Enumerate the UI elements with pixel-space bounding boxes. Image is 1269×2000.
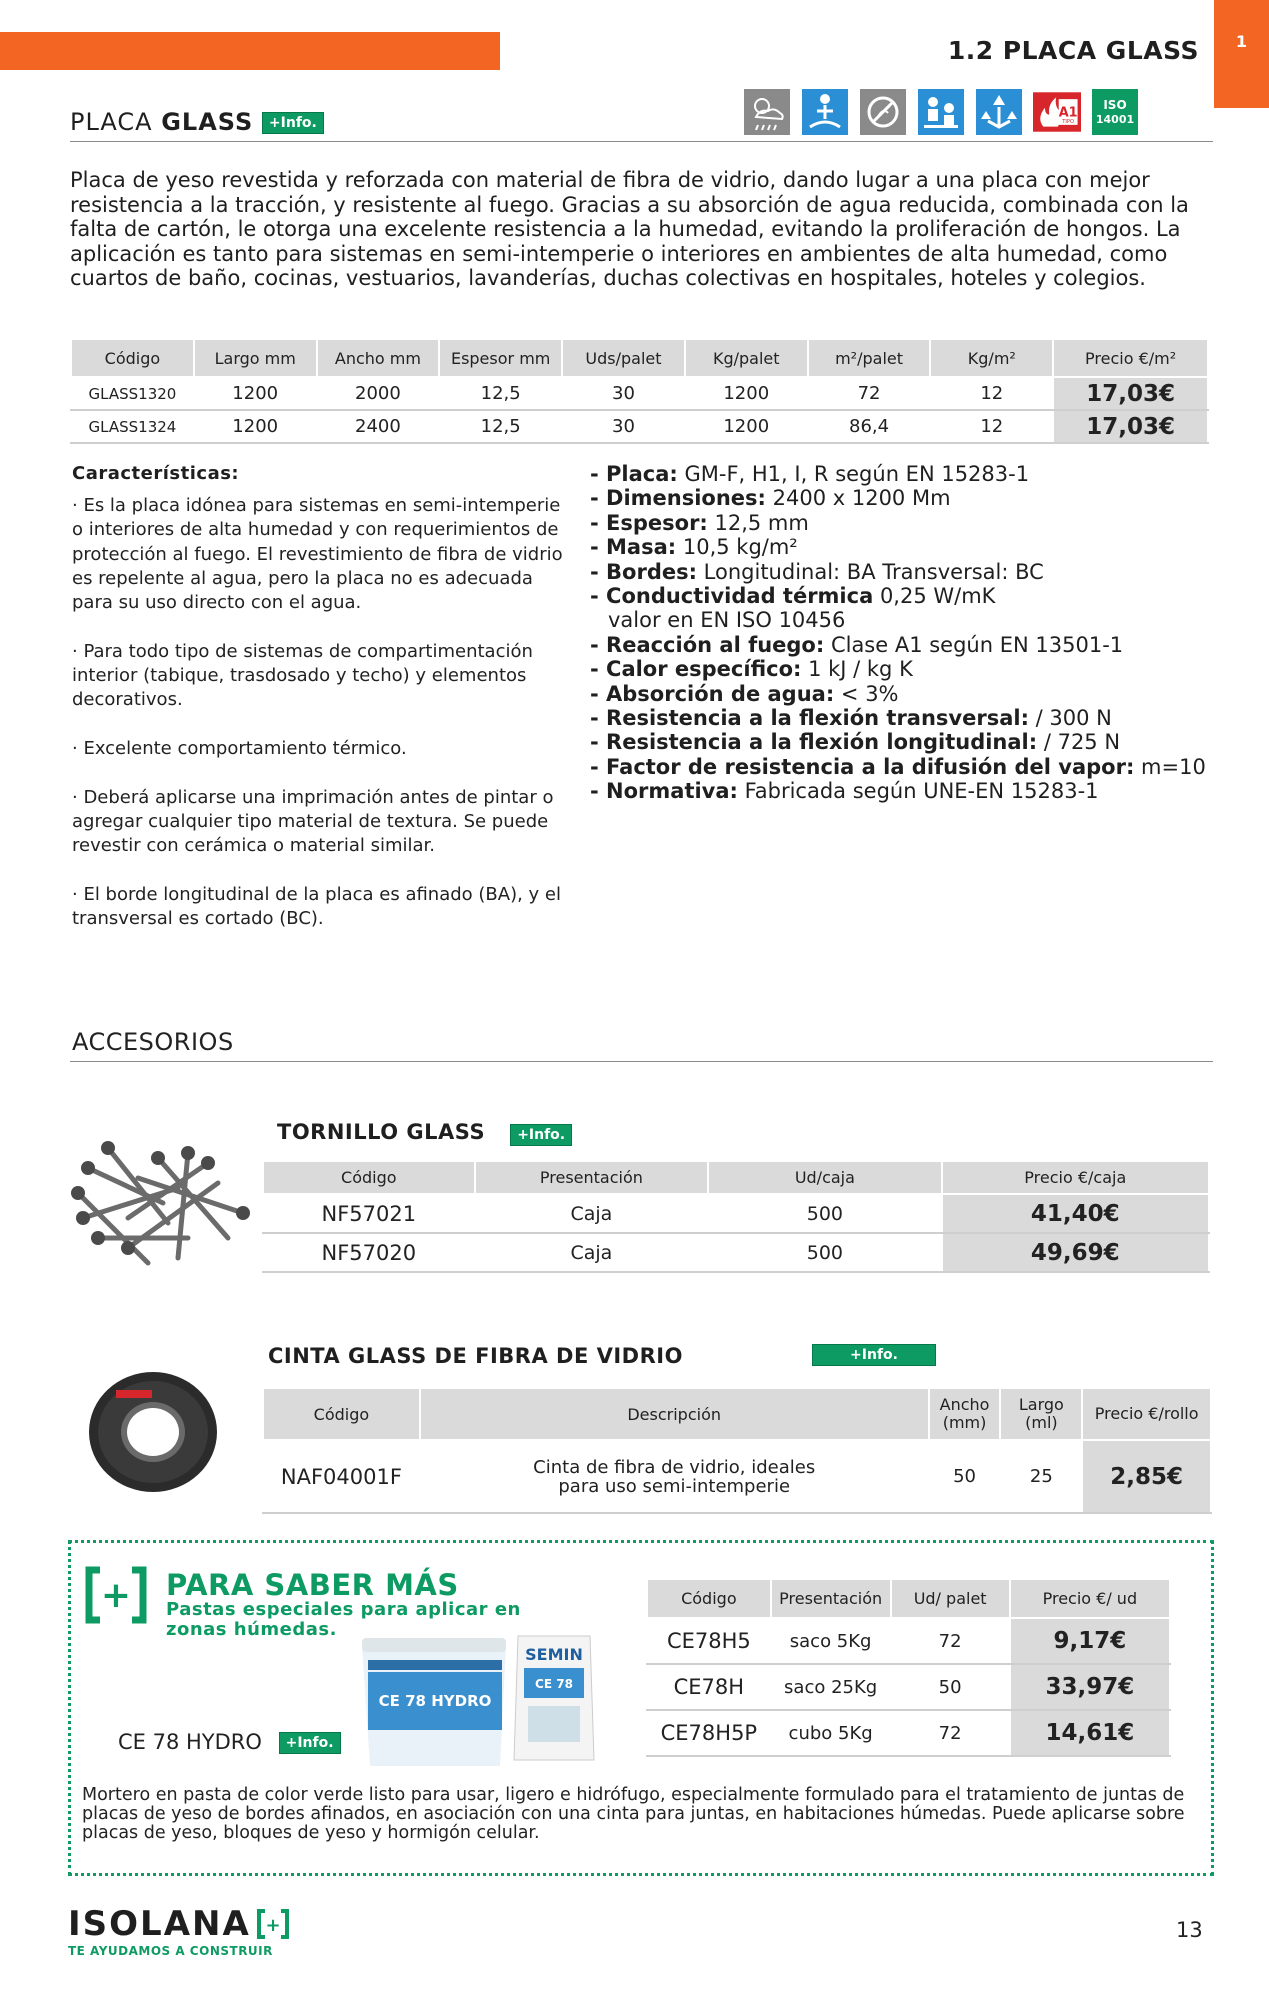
- bag-label: CE 78: [535, 1677, 573, 1691]
- price-cell: 17,03€: [1053, 410, 1208, 443]
- table-cell: 50: [929, 1440, 1001, 1513]
- tipo-label: TIPO: [1062, 119, 1075, 126]
- table-cell: Caja: [475, 1194, 709, 1233]
- tape-roll-image: [86, 1370, 221, 1499]
- table-cell: 1200: [194, 377, 317, 410]
- col-header: Largo (ml): [1000, 1388, 1082, 1440]
- accessories-divider: [70, 1061, 1213, 1062]
- tornillo-heading: [277, 1120, 572, 1146]
- table-cell: 72: [808, 377, 931, 410]
- characteristics-title: Características:: [72, 463, 240, 484]
- logo-plus-glyph: +: [265, 1915, 281, 1936]
- price-cell: 41,40€: [942, 1194, 1209, 1233]
- spec-label: - Factor de resistencia a la difusión del vapor:: [590, 754, 1135, 779]
- spec-value: 1 kJ / kg K: [801, 657, 913, 682]
- col-header: Código: [647, 1579, 771, 1618]
- table-cell: 50: [891, 1664, 1010, 1710]
- table-row: [263, 1194, 1209, 1233]
- col-header: Ancho (mm): [929, 1388, 1001, 1440]
- spec-item: [590, 730, 1230, 754]
- table-cell: 30: [562, 410, 685, 443]
- col-header: Código: [263, 1388, 420, 1440]
- spec-value: / 300 N: [1028, 706, 1112, 731]
- spec-label: - Dimensiones:: [590, 486, 766, 511]
- table-cell: 86,4: [808, 410, 931, 443]
- table-cell: 12,5: [439, 410, 562, 443]
- table-cell: saco 25Kg: [771, 1664, 891, 1710]
- table-cell: GLASS1324: [71, 410, 194, 443]
- spec-list: [590, 462, 1230, 804]
- cinta-info-link[interactable]: +Info.: [812, 1344, 936, 1366]
- spec-label: - Resistencia a la flexión transversal:: [590, 706, 1029, 731]
- people-icon: [917, 88, 965, 136]
- spec-item: [590, 511, 1230, 535]
- product-info-link[interactable]: +Info.: [262, 112, 324, 134]
- accessories-heading: ACCESORIOS: [72, 1028, 234, 1056]
- screws-image: [68, 1128, 253, 1277]
- list-item: · El borde longitudinal de la placa es afinado (BA), y el transversal es cortado (BC).: [72, 883, 562, 930]
- ce78-table: [646, 1578, 1171, 1757]
- logo-text: ISOLANA: [68, 1904, 251, 1944]
- spec-value: Longitudinal: BA Transversal: BC: [697, 559, 1044, 584]
- isolana-logo[interactable]: [68, 1904, 289, 1958]
- spec-item: [590, 706, 1230, 730]
- table-cell: 12,5: [439, 377, 562, 410]
- spec-label: - Bordes:: [590, 559, 697, 584]
- spec-label: - Resistencia a la flexión longitudinal:: [590, 730, 1038, 755]
- table-row: [647, 1618, 1170, 1664]
- spec-value: GM-F, H1, I, R según EN 15283-1: [677, 462, 1030, 486]
- spec-label: - Espesor:: [590, 510, 708, 535]
- table-cell: NF57021: [263, 1194, 475, 1233]
- plus-bracket-icon: [84, 1566, 148, 1628]
- chapter-number: 1: [1235, 32, 1248, 51]
- table-row: [71, 410, 1208, 443]
- spec-item: [590, 462, 1230, 486]
- no-mold-icon: [859, 88, 907, 136]
- spec-value: 12,5 mm: [707, 510, 809, 535]
- table-cell: cubo 5Kg: [771, 1710, 891, 1756]
- ce78-info-link[interactable]: +Info.: [279, 1732, 341, 1754]
- spec-label: - Masa:: [590, 535, 677, 560]
- ce78-products-image: [358, 1630, 598, 1774]
- table-cell: 12: [930, 410, 1053, 443]
- spec-item: [590, 755, 1230, 779]
- table-row: [647, 1664, 1170, 1710]
- weather-icon: [743, 88, 791, 136]
- table-row: [71, 377, 1208, 410]
- product-table: [70, 338, 1209, 444]
- col-header: Código: [71, 339, 194, 377]
- list-item: · Para todo tipo de sistemas de compartimentación interior (tabique, trasdosado y techo) y elementos decorativos.: [72, 640, 533, 711]
- spec-label: - Absorción de agua:: [590, 681, 835, 706]
- table-cell: CE78H5: [647, 1618, 771, 1664]
- price-cell: 2,85€: [1082, 1440, 1211, 1513]
- list-item: · Es la placa idónea para sistemas en semi-intemperie o interiores de alta humedad y con requerimientos de protección al fuego. El revestimiento de fibra de vidrio es repelente al agua, pero la placa no es adecuada para su uso directo con el agua.: [72, 495, 563, 614]
- col-header: Ud/caja: [708, 1161, 941, 1194]
- price-cell: 9,17€: [1010, 1618, 1170, 1664]
- spec-label: - Normativa:: [590, 779, 738, 804]
- col-header: Precio €/rollo: [1082, 1388, 1211, 1440]
- para-saber-mas-title: PARA SABER MÁS: [166, 1568, 459, 1602]
- chapter-tab[interactable]: [1214, 0, 1269, 108]
- col-header: Uds/palet: [562, 339, 685, 377]
- table-cell: 1200: [685, 377, 808, 410]
- product-heading-bold: GLASS: [161, 108, 254, 136]
- table-cell: 72: [891, 1710, 1010, 1756]
- table-cell: 1200: [194, 410, 317, 443]
- spec-value: < 3%: [834, 681, 899, 706]
- iso-14001-icon: [1091, 88, 1139, 136]
- col-header: m²/palet: [808, 339, 931, 377]
- spec-value: 2400 x 1200 Mm: [765, 486, 951, 511]
- para-saber-mas-subtitle: Pastas especiales para aplicar en zonas húmedas.: [166, 1599, 521, 1640]
- feature-icons: [743, 88, 1139, 136]
- spec-value: 10,5 kg/m²: [676, 535, 798, 560]
- spec-value: valor en EN ISO 10456: [608, 608, 846, 633]
- iso-label: ISO: [1103, 98, 1127, 112]
- bag-brand: SEMIN: [525, 1645, 583, 1664]
- spec-item: [590, 535, 1230, 559]
- col-header: Kg/m²: [930, 339, 1053, 377]
- col-header: Precio €/caja: [942, 1161, 1209, 1194]
- table-cell: 25: [1000, 1440, 1082, 1513]
- product-intro: Placa de yeso revestida y reforzada con material de fibra de vidrio, dando lugar a una placa con mejor resistencia a la tracción, y resistente al fuego. Gracias a su absorción de agua reducida, combinada con la falta de cartón, le otorga una excelente resistencia a la humedad, evitando la proliferación de hongos. La aplicación es tanto para sistemas en semi-intemperie o interiores en ambientes de alta humedad, como cuartos de baño, cocinas, vestuarios, lavanderías, duchas colectivas en hospitales, hoteles y colegios.: [70, 168, 1189, 291]
- table-cell: 72: [891, 1618, 1010, 1664]
- ce78-description: Mortero en pasta de color verde listo para usar, ligero e hidrófugo, especialmente formulado para el tratamiento de juntas de placas de yeso de bordes afinados, en asociación con una cinta para juntas, en habitaciones húmedas. Puede aplicarse sobre placas de yeso, bloques de yeso y hormigón celular.: [82, 1785, 1185, 1843]
- tornillo-info-link[interactable]: +Info.: [510, 1124, 572, 1146]
- page-number: 13: [1176, 1918, 1203, 1942]
- spec-value: Clase A1 según EN 13501-1: [824, 632, 1124, 657]
- col-header: Kg/palet: [685, 339, 808, 377]
- bucket-label: CE 78 HYDRO: [378, 1692, 492, 1710]
- col-header: Precio €/m²: [1053, 339, 1208, 377]
- col-header: Ud/ palet: [891, 1579, 1010, 1618]
- characteristics-list: [72, 494, 572, 956]
- spec-value: 0,25 W/mK: [873, 584, 996, 609]
- plus-glyph: +: [100, 1575, 132, 1616]
- table-cell: NF57020: [263, 1233, 475, 1272]
- fire-a1-icon: [1033, 88, 1081, 136]
- spec-item: [590, 657, 1230, 681]
- drops-icon: [975, 88, 1023, 136]
- spec-value: m=10: [1134, 754, 1206, 779]
- spec-item: [590, 608, 1230, 632]
- iso-number: 14001: [1095, 113, 1135, 126]
- table-row: [263, 1440, 1211, 1513]
- spec-item: [590, 560, 1230, 584]
- header-accent-bar: [0, 32, 500, 70]
- tornillo-table: [262, 1160, 1210, 1273]
- product-heading-light: PLACA: [70, 108, 162, 136]
- ce78-label-text: CE 78 HYDRO: [118, 1730, 262, 1754]
- spec-label: - Calor específico:: [590, 657, 802, 682]
- logo-slogan: TE AYUDAMOS A CONSTRUIR: [68, 1944, 273, 1958]
- spec-value: / 725 N: [1037, 730, 1121, 755]
- table-cell: 2000: [317, 377, 440, 410]
- price-cell: 33,97€: [1010, 1664, 1170, 1710]
- spec-label: - Conductividad térmica: [590, 584, 874, 609]
- section-title: 1.2 PLACA GLASS: [947, 36, 1199, 65]
- col-header: Presentación: [475, 1161, 709, 1194]
- table-cell: 500: [708, 1233, 941, 1272]
- price-cell: 49,69€: [942, 1233, 1209, 1272]
- table-cell: Cinta de fibra de vidrio, ideales para uso semi-intemperie: [420, 1440, 929, 1513]
- table-cell: saco 5Kg: [771, 1618, 891, 1664]
- spec-label: - Placa:: [590, 462, 678, 486]
- col-header: Código: [263, 1161, 475, 1194]
- table-cell: Caja: [475, 1233, 709, 1272]
- list-item: · Excelente comportamiento térmico.: [72, 737, 407, 759]
- spec-item: [590, 779, 1230, 803]
- col-header: Largo mm: [194, 339, 317, 377]
- spec-item: [590, 486, 1230, 510]
- col-header: Espesor mm: [439, 339, 562, 377]
- table-cell: CE78H5P: [647, 1710, 771, 1756]
- spec-value: Fabricada según UNE-EN 15283-1: [737, 779, 1099, 804]
- table-cell: 500: [708, 1194, 941, 1233]
- tornillo-title: TORNILLO GLASS: [277, 1120, 486, 1144]
- logo-plus-icon: [257, 1909, 289, 1939]
- a1-label: A1: [1058, 105, 1078, 121]
- table-row: [263, 1233, 1209, 1272]
- ce78-product-label: [118, 1730, 341, 1754]
- spec-item: [590, 682, 1230, 706]
- table-cell: 2400: [317, 410, 440, 443]
- cinta-heading: [268, 1344, 683, 1368]
- col-header: Ancho mm: [317, 339, 440, 377]
- spec-label: - Reacción al fuego:: [590, 632, 825, 657]
- table-cell: NAF04001F: [263, 1440, 420, 1513]
- cinta-table: [262, 1387, 1212, 1514]
- table-cell: CE78H: [647, 1664, 771, 1710]
- price-cell: 17,03€: [1053, 377, 1208, 410]
- table-cell: 12: [930, 377, 1053, 410]
- table-cell: 30: [562, 377, 685, 410]
- cinta-title: CINTA GLASS DE FIBRA DE VIDRIO: [268, 1344, 683, 1368]
- list-item: · Deberá aplicarse una imprimación antes de pintar o agregar cualquier tipo material de textura. Se puede revestir con cerámica o material similar.: [72, 786, 554, 857]
- col-header: Descripción: [420, 1388, 929, 1440]
- table-row: [647, 1710, 1170, 1756]
- col-header: Precio €/ ud: [1010, 1579, 1170, 1618]
- spec-item: [590, 633, 1230, 657]
- heading-divider: [70, 141, 1213, 142]
- col-header: Presentación: [771, 1579, 891, 1618]
- spec-item: [590, 584, 1230, 608]
- person-level-icon: [801, 88, 849, 136]
- price-cell: 14,61€: [1010, 1710, 1170, 1756]
- product-heading: [70, 108, 324, 136]
- table-cell: GLASS1320: [71, 377, 194, 410]
- table-cell: 1200: [685, 410, 808, 443]
